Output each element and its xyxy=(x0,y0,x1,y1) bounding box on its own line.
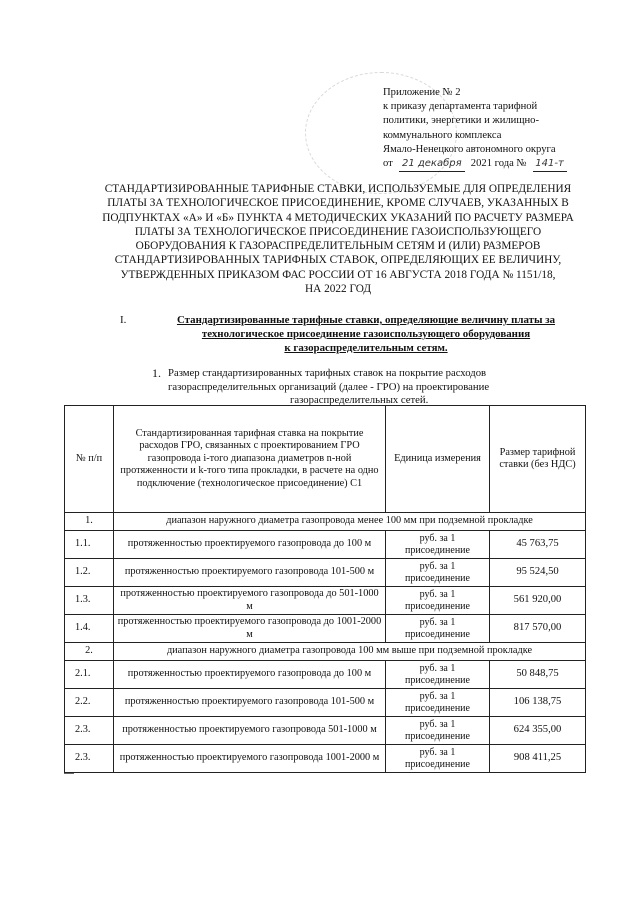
subsection-line: Размер стандартизированных тарифных ставок на покрытие расходов xyxy=(168,367,487,379)
subsection-line: газораспределительных организаций (далее - ГРО) на проектирование xyxy=(168,380,490,393)
header-unit: Единица измерения xyxy=(386,406,490,513)
row-unit: руб. за 1 присоединение xyxy=(386,661,490,689)
title-line: ПЛАТЫ ЗА ТЕХНОЛОГИЧЕСКОЕ ПРИСОЕДИНЕНИЕ ГАЗОИСПОЛЬЗУЮЩЕГО xyxy=(134,225,542,238)
appendix-line: коммунального комплекса xyxy=(383,129,502,141)
table-row xyxy=(65,587,586,615)
subsection-line: газораспределительных сетей. xyxy=(290,394,429,407)
appendix-line: политики, энергетики и жилищно- xyxy=(383,115,539,127)
row-name: протяженностью проектируемого газопровода до 501-1000 м xyxy=(114,587,386,615)
row-name: протяженностью проектируемого газопровода до 100 м xyxy=(114,661,386,689)
row-unit: руб. за 1 присоединение xyxy=(386,587,490,615)
group-label: диапазон наружного диаметра газопровода менее 100 мм при подземной прокладке xyxy=(114,513,586,531)
section-line: технологическое присоединение газоиспользующего оборудования xyxy=(201,328,531,340)
table-row xyxy=(65,559,586,587)
row-number: 2.3. xyxy=(65,717,114,745)
row-price: 95 524,50 xyxy=(490,559,586,587)
header-price: Размер тарифной ставки (без НДС) xyxy=(490,406,586,513)
title-line: ПЛАТЫ ЗА ТЕХНОЛОГИЧЕСКОЕ ПРИСОЕДИНЕНИЕ, КРОМЕ СЛУЧАЕВ, УКАЗАННЫХ В xyxy=(107,197,569,210)
appendix-line: Приложение № 2 xyxy=(383,87,461,98)
title-line: ПОДПУНКТАХ «А» И «Б» ПУНКТА 4 МЕТОДИЧЕСКИХ УКАЗАНИЙ ПО РАСЧЕТУ РАЗМЕРА xyxy=(102,211,574,224)
appendix-date-line xyxy=(383,157,623,172)
row-price: 817 570,00 xyxy=(490,615,586,643)
handwritten-number: 141-т xyxy=(533,157,567,172)
group-number: 1. xyxy=(65,513,114,531)
row-number: 1.1. xyxy=(65,531,114,559)
row-name: протяженностью проектируемого газопровода 101-500 м xyxy=(114,559,386,587)
title-line: СТАНДАРТИЗИРОВАННЫЕ ТАРИФНЫЕ СТАВКИ, ИСПОЛЬЗУЕМЫЕ ДЛЯ ОПРЕДЕЛЕНИЯ xyxy=(104,183,572,195)
row-number: 1.4. xyxy=(65,615,114,643)
header-number: № п/п xyxy=(65,406,114,513)
date-suffix: 2021 года № xyxy=(470,158,527,170)
row-unit: руб. за 1 присоединение xyxy=(386,745,490,773)
row-unit: руб. за 1 присоединение xyxy=(386,689,490,717)
section-line: к газораспределительным сетям. xyxy=(284,342,448,354)
row-number: 1.2. xyxy=(65,559,114,587)
date-prefix: от xyxy=(383,158,393,170)
table-header-row xyxy=(65,406,586,513)
appendix-block xyxy=(383,86,623,172)
footer-divider xyxy=(64,773,74,774)
row-name: протяженностью проектируемого газопровода до 1001-2000 м xyxy=(114,615,386,643)
appendix-line: Ямало-Ненецкого автономного округа xyxy=(383,143,556,155)
row-unit: руб. за 1 присоединение xyxy=(386,531,490,559)
table-group-row xyxy=(65,643,586,661)
subsection-number: 1. xyxy=(152,366,161,380)
subsection-heading xyxy=(150,367,570,408)
table-row xyxy=(65,615,586,643)
row-price: 50 848,75 xyxy=(490,661,586,689)
row-number: 2.2. xyxy=(65,689,114,717)
title-line: ОБОРУДОВАНИЯ К ГАЗОРАСПРЕДЕЛИТЕЛЬНЫМ СЕТЯМ И (ИЛИ) РАЗМЕРОВ xyxy=(135,240,541,253)
header-rate-name: Стандартизированная тарифная ставка на покрытие расходов ГРО, связанных с проектированием ГРО газопровода i-того диапазона диаметров n-ной протяженности и k-того типа прокладки, в расчете на одно подключение (технологическое присоединение) С1 xyxy=(114,406,386,513)
row-unit: руб. за 1 присоединение xyxy=(386,559,490,587)
appendix-line: к приказу департамента тарифной xyxy=(383,101,538,113)
group-number: 2. xyxy=(65,643,114,661)
row-number: 2.3. xyxy=(65,745,114,773)
table-row xyxy=(65,661,586,689)
document-title xyxy=(58,182,618,296)
table-row xyxy=(65,531,586,559)
row-name: протяженностью проектируемого газопровода 1001-2000 м xyxy=(114,745,386,773)
row-unit: руб. за 1 присоединение xyxy=(386,717,490,745)
section-heading xyxy=(120,313,590,355)
section-numeral: I. xyxy=(120,314,127,326)
title-line: УТВЕРЖДЕННЫХ ПРИКАЗОМ ФАС РОССИИ ОТ 16 АВГУСТА 2018 ГОДА № 1151/18, xyxy=(120,268,556,281)
row-name: протяженностью проектируемого газопровода 501-1000 м xyxy=(114,717,386,745)
section-line: Стандартизированные тарифные ставки, определяющие величину платы за xyxy=(176,314,556,326)
table-row xyxy=(65,689,586,717)
row-name: протяженностью проектируемого газопровода 101-500 м xyxy=(114,689,386,717)
row-number: 2.1. xyxy=(65,661,114,689)
row-price: 106 138,75 xyxy=(490,689,586,717)
tariff-table xyxy=(64,405,586,773)
table-row xyxy=(65,717,586,745)
row-name: протяженностью проектируемого газопровода до 100 м xyxy=(114,531,386,559)
row-unit: руб. за 1 присоединение xyxy=(386,615,490,643)
handwritten-date: 21 декабря xyxy=(399,157,465,172)
group-label: диапазон наружного диаметра газопровода 100 мм выше при подземной прокладке xyxy=(114,643,586,661)
table-group-row xyxy=(65,513,586,531)
row-number: 1.3. xyxy=(65,587,114,615)
row-price: 561 920,00 xyxy=(490,587,586,615)
row-price: 908 411,25 xyxy=(490,745,586,773)
row-price: 624 355,00 xyxy=(490,717,586,745)
title-line: НА 2022 ГОД xyxy=(304,283,372,296)
table-row xyxy=(65,745,586,773)
title-line: СТАНДАРТИЗИРОВАННЫХ ТАРИФНЫХ СТАВОК, ОПРЕДЕЛЯЮЩИХ ЕЕ ВЕЛИЧИНУ, xyxy=(114,254,562,267)
row-price: 45 763,75 xyxy=(490,531,586,559)
